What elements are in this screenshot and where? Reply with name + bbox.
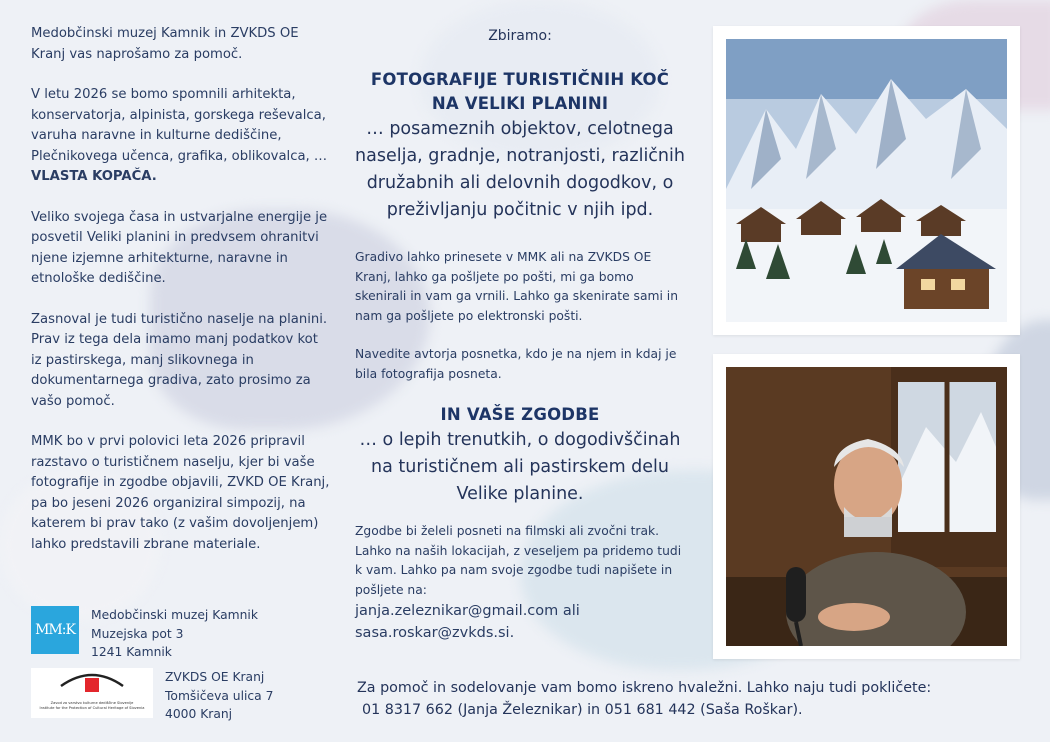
zvkds-logo-caption-2: Institute for the Protection of Cultural Heritage of Slovenia [39, 706, 145, 710]
zvkds-city: 4000 Kranj [165, 707, 233, 721]
heritage-paragraph: Veliko svojega časa in ustvarjalne energije je posvetil Veliki planini in predvsem ohranitvi njene izjemne arhitekturne, naravne in etnološke dediščine. [31, 209, 328, 286]
intro-column [31, 24, 331, 575]
email-sasa[interactable]: sasa.roskar@zvkds.si. [355, 625, 515, 641]
zvkds-emblem-icon [31, 668, 153, 718]
mmk-logo: MM:K [31, 606, 79, 654]
email-janja[interactable]: janja.zeleznikar@gmail.com ali [355, 603, 580, 619]
settlement-paragraph: Zasnoval je tudi turistično naselje na planini. Prav iz tega dela imamo manj podatkov kot iz pastirskega, manj slikovnega in dokumentarnega gradiva, zato prosimo za vašo pomoč. [31, 311, 328, 409]
photos-heading: FOTOGRAFIJE TURISTIČNIH KOČ NA VELIKI PLANINI [370, 70, 670, 113]
mmk-address [91, 606, 258, 662]
zvkds-contact [31, 668, 273, 724]
photos-description: … posameznih objektov, celotnega naselja, gradnje, notranjosti, različnih družabnih ali delovnih dogodkov, o preživljanju počitnic v njih ipd. [355, 119, 685, 220]
stories-description: … o lepih trenutkih, o dogodivščinah na turističnem ali pastirskem delu Velike planine. [359, 430, 681, 504]
closing-note [357, 677, 1017, 721]
delivery-instructions: Gradivo lahko prinesete v MMK ali na ZVKDS OE Kranj, lahko ga pošljete po pošti, mi ga bomo skenirali in vam ga vrnili. Lahko ga skenirate sami in nam ga pošljete po elektronski pošti. [355, 250, 678, 323]
mmk-street: Muzejska pot 3 [91, 626, 184, 641]
collection-column [355, 28, 685, 644]
winter-huts-photo [726, 39, 1007, 322]
about-paragraph [31, 85, 331, 188]
intro-paragraph: Medobčinski muzej Kamnik in ZVKDS OE Kranj vas naprošamo za pomoč. [31, 26, 299, 62]
exhibition-paragraph: MMK bo v prvi polovici leta 2026 pripravil razstavo o turističnem naselju, kjer bi vaše fotografije in zgodbe objavili, ZVKD OE Kranj, pa bo jeseni 2026 organiziral simpozij, na katerem bi prav tako (z vašim dovoljenjem) lahko predstavili zbrane materiale. [31, 434, 330, 552]
recording-instructions: Zgodbe bi želeli posneti na filmski ali zvočni trak. Lahko na naših lokacijah, z veseljem pa pridemo tudi k vam. Lahko pa nam svoje zgodbe tudi napišete in pošljete na: [355, 524, 682, 597]
storyteller-photo-frame [713, 354, 1020, 659]
mmk-contact [31, 606, 258, 662]
zvkds-street: Tomšičeva ulica 7 [165, 688, 274, 703]
mmk-city: 1241 Kamnik [91, 645, 172, 659]
zvkds-logo-caption-1: Zavod za varstvo kulturne dediščine Slovenije [50, 701, 134, 705]
name-highlight: VLASTA KOPAČA. [31, 169, 157, 184]
zvkds-address [165, 668, 273, 724]
stories-heading: IN VAŠE ZGODBE [440, 405, 600, 424]
thanks-line: Za pomoč in sodelovanje vam bomo iskreno hvaležni. Lahko naju tudi pokličete: [357, 680, 932, 696]
storyteller-photo [726, 367, 1007, 646]
about-text: V letu 2026 se bomo spomnili arhitekta, konservatorja, alpinista, gorskega reševalca, varuha naravne in kulturne dediščine, Plečnikovega učenca, grafika, oblikovalca, … [31, 87, 328, 164]
phone-line: 01 8317 662 (Janja Železnikar) in 051 681 442 (Saša Roškar). [362, 702, 803, 718]
mountain-huts-image [726, 39, 1007, 322]
zvkds-logo [31, 668, 153, 718]
mmk-name: Medobčinski muzej Kamnik [91, 608, 258, 622]
author-instructions: Navedite avtorja posnetka, kdo je na njem in kdaj je bila fotografija posneta. [355, 347, 677, 381]
winter-huts-photo-frame [713, 26, 1020, 335]
storyteller-image [726, 367, 1007, 646]
collecting-label: Zbiramo: [488, 28, 552, 44]
zvkds-name: ZVKDS OE Kranj [165, 670, 265, 684]
